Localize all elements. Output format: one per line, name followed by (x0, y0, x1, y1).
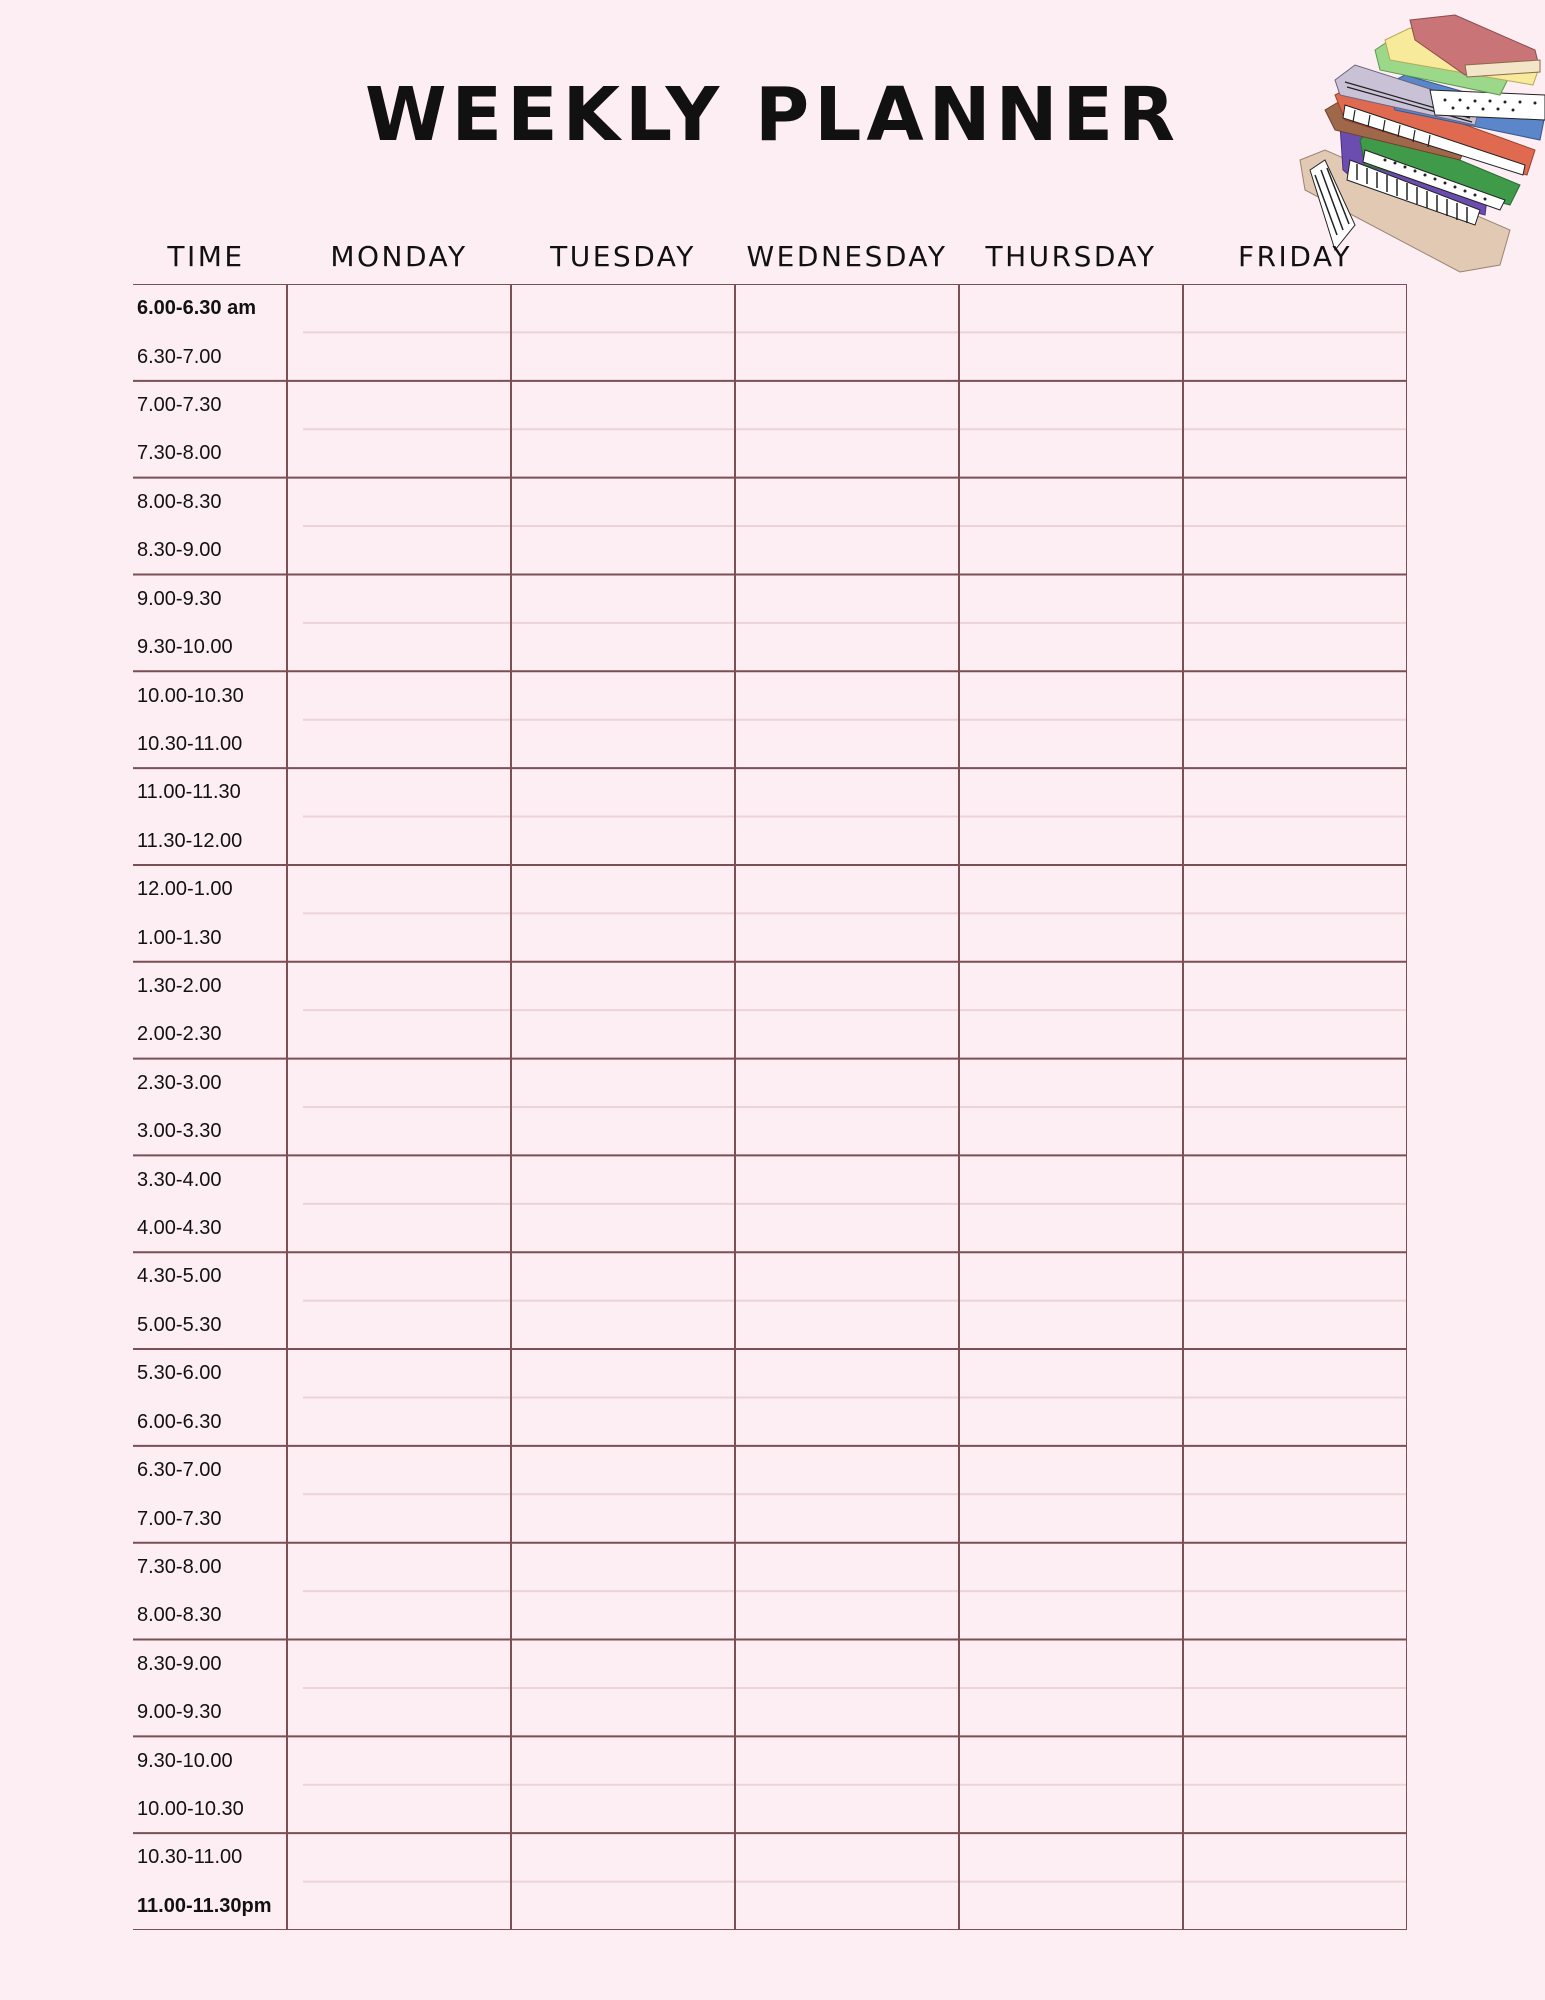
planner-cell[interactable] (289, 1835, 509, 1879)
planner-cell[interactable] (289, 1399, 509, 1443)
planner-cell[interactable] (289, 1254, 509, 1298)
planner-cell[interactable] (1185, 915, 1405, 959)
planner-cell[interactable] (961, 286, 1181, 330)
planner-cell[interactable] (737, 867, 957, 911)
header-time: TIME (167, 240, 245, 273)
planner-cell[interactable] (513, 1254, 733, 1298)
planner-cell[interactable] (737, 1061, 957, 1105)
planner-cell[interactable] (1185, 1254, 1405, 1298)
planner-cell[interactable] (961, 1206, 1181, 1250)
time-slot-label: 5.00-5.30 (137, 1313, 222, 1336)
planner-cell[interactable] (737, 964, 957, 1008)
time-slot-label: 10.30-11.00 (137, 732, 243, 755)
planner-cell[interactable] (1185, 383, 1405, 427)
planner-cell[interactable] (1185, 1351, 1405, 1395)
planner-cell[interactable] (513, 576, 733, 620)
books-illustration (1295, 10, 1545, 275)
planner-cell[interactable] (737, 915, 957, 959)
header-wednesday: WEDNESDAY (746, 240, 948, 273)
planner-cell[interactable] (1185, 673, 1405, 717)
planner-cell[interactable] (961, 1012, 1181, 1056)
planner-cell[interactable] (289, 1109, 509, 1153)
time-slot-label: 9.30-10.00 (137, 636, 233, 659)
planner-cell[interactable] (737, 1303, 957, 1347)
planner-cell[interactable] (1185, 1593, 1405, 1637)
planner-cell[interactable] (1185, 1399, 1405, 1443)
planner-cell[interactable] (1185, 819, 1405, 863)
planner-cell[interactable] (289, 722, 509, 766)
planner-cell[interactable] (961, 722, 1181, 766)
planner-cell[interactable] (737, 431, 957, 475)
planner-cell[interactable] (1185, 867, 1405, 911)
planner-cell[interactable] (513, 528, 733, 572)
planner-cell[interactable] (289, 1206, 509, 1250)
planner-cell[interactable] (513, 1884, 733, 1928)
planner-cell[interactable] (289, 1884, 509, 1928)
planner-cell[interactable] (513, 722, 733, 766)
time-slot-label: 2.30-3.00 (137, 1071, 222, 1094)
planner-cell[interactable] (513, 1351, 733, 1395)
planner-cell[interactable] (737, 1448, 957, 1492)
planner-cell[interactable] (737, 1738, 957, 1782)
time-slot-label: 8.00-8.30 (137, 1604, 222, 1627)
planner-cell[interactable] (1185, 722, 1405, 766)
planner-cell[interactable] (513, 1787, 733, 1831)
planner-cell[interactable] (737, 1884, 957, 1928)
planner-cell[interactable] (737, 625, 957, 669)
planner-cell[interactable] (289, 819, 509, 863)
planner-cell[interactable] (513, 1061, 733, 1105)
planner-cell[interactable] (513, 1593, 733, 1637)
planner-cell[interactable] (513, 1448, 733, 1492)
planner-cell[interactable] (289, 576, 509, 620)
planner-cell[interactable] (737, 673, 957, 717)
planner-cell[interactable] (737, 383, 957, 427)
planner-cell[interactable] (737, 1690, 957, 1734)
planner-cell[interactable] (737, 1642, 957, 1686)
planner-cell[interactable] (1185, 964, 1405, 1008)
planner-cell[interactable] (961, 819, 1181, 863)
planner-cell[interactable] (961, 964, 1181, 1008)
planner-cell[interactable] (961, 1884, 1181, 1928)
planner-cell[interactable] (961, 1109, 1181, 1153)
planner-cell[interactable] (513, 1496, 733, 1540)
planner-cell[interactable] (513, 431, 733, 475)
planner-cell[interactable] (1185, 1206, 1405, 1250)
planner-cell[interactable] (289, 383, 509, 427)
planner-cell[interactable] (513, 1545, 733, 1589)
planner-cell[interactable] (289, 915, 509, 959)
planner-cell[interactable] (961, 480, 1181, 524)
planner-cell[interactable] (289, 334, 509, 378)
time-slot-label: 9.30-10.00 (137, 1749, 233, 1772)
planner-cell[interactable] (513, 625, 733, 669)
planner-cell[interactable] (961, 576, 1181, 620)
planner-cell[interactable] (513, 1206, 733, 1250)
header-monday: MONDAY (330, 240, 468, 273)
time-slot-label: 11.00-11.30 (137, 781, 241, 804)
time-slot-label: 7.30-8.00 (137, 442, 222, 465)
planner-cell[interactable] (737, 528, 957, 572)
planner-cell[interactable] (513, 673, 733, 717)
planner-cell[interactable] (1185, 1303, 1405, 1347)
time-slot-label: 11.30-12.00 (137, 829, 243, 852)
planner-cell[interactable] (1185, 770, 1405, 814)
time-slot-label: 6.30-7.00 (137, 1459, 222, 1482)
time-slot-label: 8.30-9.00 (137, 1652, 222, 1675)
planner-cell[interactable] (1185, 1061, 1405, 1105)
planner-cell[interactable] (961, 1061, 1181, 1105)
planner-cell[interactable] (289, 625, 509, 669)
time-slot-label: 10.00-10.30 (137, 1797, 244, 1820)
time-slot-label: 2.00-2.30 (137, 1023, 222, 1046)
planner-cell[interactable] (961, 1303, 1181, 1347)
time-slot-label: 7.30-8.00 (137, 1555, 222, 1578)
planner-cell[interactable] (513, 964, 733, 1008)
planner-cell[interactable] (289, 1642, 509, 1686)
planner-cell[interactable] (1185, 1012, 1405, 1056)
planner-cell[interactable] (737, 1496, 957, 1540)
time-slot-label: 1.30-2.00 (137, 974, 222, 997)
planner-cell[interactable] (961, 770, 1181, 814)
planner-cell[interactable] (513, 1399, 733, 1443)
planner-cell[interactable] (961, 867, 1181, 911)
planner-cell[interactable] (513, 1109, 733, 1153)
planner-cell[interactable] (961, 1690, 1181, 1734)
planner-cell[interactable] (1185, 1448, 1405, 1492)
planner-cell[interactable] (1185, 1496, 1405, 1540)
planner-cell[interactable] (289, 867, 509, 911)
time-slot-label: 6.00-6.30 (137, 1410, 222, 1433)
time-slot-label: 6.00-6.30 am (137, 297, 256, 320)
planner-cell[interactable] (961, 1835, 1181, 1879)
time-slot-label: 11.00-11.30pm (137, 1894, 272, 1917)
planner-cell[interactable] (961, 1787, 1181, 1831)
time-slot-label: 12.00-1.00 (137, 878, 233, 901)
planner-cell[interactable] (289, 1448, 509, 1492)
planner-cell[interactable] (1185, 528, 1405, 572)
planner-cell[interactable] (289, 1545, 509, 1589)
planner-cell[interactable] (289, 673, 509, 717)
planner-cell[interactable] (737, 1012, 957, 1056)
planner-cell[interactable] (737, 480, 957, 524)
planner-cell[interactable] (961, 431, 1181, 475)
column-headers (0, 240, 1545, 276)
planner-cell[interactable] (1185, 286, 1405, 330)
time-slot-label: 5.30-6.00 (137, 1362, 222, 1385)
page-title: WEEKLY PLANNER (364, 72, 1181, 158)
planner-cell[interactable] (513, 334, 733, 378)
planner-cell[interactable] (961, 1448, 1181, 1492)
planner-cell[interactable] (737, 770, 957, 814)
planner-cell[interactable] (961, 1496, 1181, 1540)
planner-cell[interactable] (961, 1351, 1181, 1395)
planner-cell[interactable] (289, 1787, 509, 1831)
time-slot-label: 10.00-10.30 (137, 684, 244, 707)
planner-cell[interactable] (289, 286, 509, 330)
time-slot-label: 10.30-11.00 (137, 1846, 243, 1869)
planner-cell[interactable] (737, 819, 957, 863)
planner-cell[interactable] (737, 334, 957, 378)
planner-cell[interactable] (513, 1738, 733, 1782)
time-slot-label: 4.30-5.00 (137, 1265, 222, 1288)
planner-cell[interactable] (961, 1545, 1181, 1589)
planner-cell[interactable] (961, 1738, 1181, 1782)
time-slot-label: 3.30-4.00 (137, 1168, 222, 1191)
planner-cell[interactable] (1185, 1884, 1405, 1928)
planner-cell[interactable] (737, 1206, 957, 1250)
planner-cell[interactable] (289, 1593, 509, 1637)
planner-cell[interactable] (513, 1642, 733, 1686)
time-slot-label: 8.30-9.00 (137, 539, 222, 562)
time-slot-label: 7.00-7.30 (137, 394, 222, 417)
time-slot-label: 4.00-4.30 (137, 1217, 222, 1240)
planner-cell[interactable] (737, 1254, 957, 1298)
planner-cell[interactable] (513, 1835, 733, 1879)
planner-cell[interactable] (961, 334, 1181, 378)
planner-cell[interactable] (513, 819, 733, 863)
planner-cell[interactable] (737, 1593, 957, 1637)
planner-cell[interactable] (289, 480, 509, 524)
planner-cell[interactable] (961, 1254, 1181, 1298)
planner-cell[interactable] (961, 1399, 1181, 1443)
time-slot-label: 3.00-3.30 (137, 1120, 222, 1143)
planner-cell[interactable] (737, 1787, 957, 1831)
time-slot-label: 7.00-7.30 (137, 1507, 222, 1530)
header-tuesday: TUESDAY (550, 240, 696, 273)
planner-cell[interactable] (1185, 1545, 1405, 1589)
planner-cell[interactable] (737, 576, 957, 620)
time-slot-label: 9.00-9.30 (137, 1701, 222, 1724)
planner-cell[interactable] (513, 770, 733, 814)
planner-cell[interactable] (513, 1690, 733, 1734)
planner-cell[interactable] (1185, 1642, 1405, 1686)
planner-cell[interactable] (513, 867, 733, 911)
planner-cell[interactable] (961, 915, 1181, 959)
planner-cell[interactable] (961, 528, 1181, 572)
planner-cell[interactable] (289, 1012, 509, 1056)
planner-cell[interactable] (737, 722, 957, 766)
planner-cell[interactable] (737, 1109, 957, 1153)
planner-cell[interactable] (513, 1303, 733, 1347)
planner-cell[interactable] (289, 528, 509, 572)
planner-cell[interactable] (1185, 431, 1405, 475)
planner-cell[interactable] (1185, 480, 1405, 524)
planner-cell[interactable] (289, 964, 509, 1008)
planner-cell[interactable] (513, 480, 733, 524)
planner-cell[interactable] (737, 1157, 957, 1201)
planner-cell[interactable] (737, 1835, 957, 1879)
time-slot-label: 6.30-7.00 (137, 345, 222, 368)
planner-grid (133, 284, 1407, 1930)
planner-cell[interactable] (289, 431, 509, 475)
planner-cell[interactable] (289, 770, 509, 814)
planner-cell[interactable] (289, 1496, 509, 1540)
planner-cell[interactable] (1185, 625, 1405, 669)
planner-cell[interactable] (513, 383, 733, 427)
planner-cell[interactable] (513, 1012, 733, 1056)
planner-cell[interactable] (961, 1642, 1181, 1686)
planner-cell[interactable] (961, 383, 1181, 427)
planner-cell[interactable] (289, 1351, 509, 1395)
planner-cell[interactable] (1185, 1835, 1405, 1879)
planner-cell[interactable] (961, 1157, 1181, 1201)
time-slot-label: 1.00-1.30 (137, 926, 222, 949)
planner-cell[interactable] (1185, 1738, 1405, 1782)
planner-cell[interactable] (289, 1303, 509, 1347)
time-slot-label: 9.00-9.30 (137, 587, 222, 610)
planner-cell[interactable] (737, 1545, 957, 1589)
planner-cell[interactable] (513, 286, 733, 330)
header-thursday: THURSDAY (985, 240, 1157, 273)
planner-cell[interactable] (961, 1593, 1181, 1637)
planner-cell[interactable] (1185, 1157, 1405, 1201)
planner-cell[interactable] (1185, 334, 1405, 378)
planner-cell[interactable] (289, 1738, 509, 1782)
planner-cell[interactable] (513, 1157, 733, 1201)
planner-cell[interactable] (1185, 1109, 1405, 1153)
planner-cell[interactable] (289, 1157, 509, 1201)
planner-cell[interactable] (1185, 576, 1405, 620)
planner-cell[interactable] (289, 1690, 509, 1734)
planner-cell[interactable] (961, 673, 1181, 717)
planner-cell[interactable] (513, 915, 733, 959)
planner-cell[interactable] (737, 286, 957, 330)
header-friday: FRIDAY (1238, 240, 1352, 273)
planner-cell[interactable] (737, 1351, 957, 1395)
planner-cell[interactable] (737, 1399, 957, 1443)
planner-cell[interactable] (1185, 1690, 1405, 1734)
planner-cell[interactable] (961, 625, 1181, 669)
time-slot-label: 8.00-8.30 (137, 490, 222, 513)
planner-cell[interactable] (1185, 1787, 1405, 1831)
planner-cell[interactable] (289, 1061, 509, 1105)
